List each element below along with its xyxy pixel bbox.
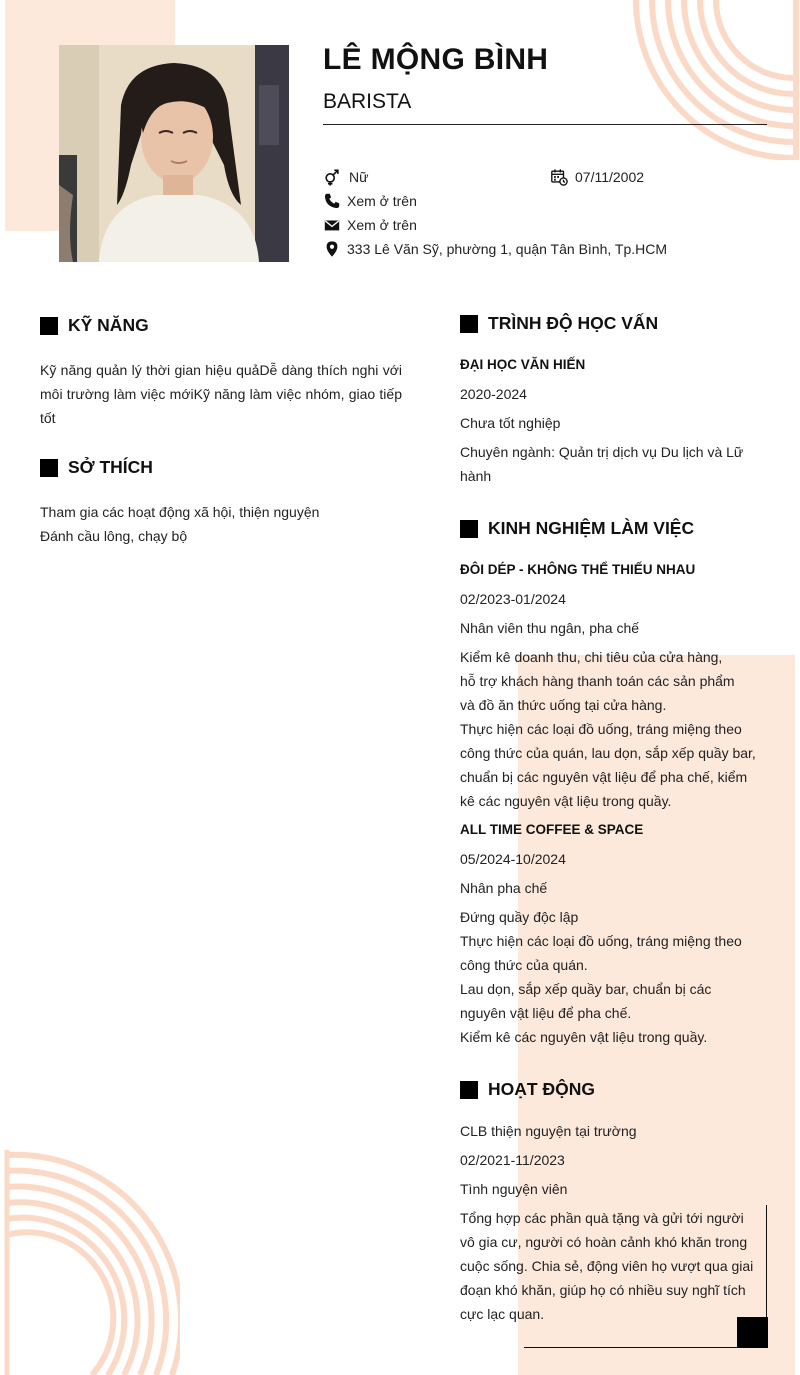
- job-period: 05/2024-10/2024: [460, 851, 566, 867]
- job-description: Đứng quầy độc lập: [460, 909, 579, 925]
- birthdate-value: 07/11/2002: [575, 169, 645, 185]
- job-description: Kiểm kê các nguyên vật liệu trong quầy.: [460, 1029, 708, 1045]
- hobby-item: Tham gia các hoạt động xã hội, thiện nguyện: [40, 504, 320, 520]
- info-gender: [323, 168, 368, 186]
- skills-text: Kỹ năng quản lý thời gian hiệu quảDễ dàng thích nghi với môi trường làm việc mớiKỹ năng làm việc nhóm, giao tiếp tốt: [40, 362, 402, 426]
- activities-heading: [460, 1079, 595, 1100]
- activity-org: CLB thiện nguyện tại trường: [460, 1123, 637, 1139]
- email-value: Xem ở trên: [347, 217, 417, 233]
- phone-icon: [323, 192, 341, 210]
- activities-title: HOẠT ĐỘNG: [488, 1079, 595, 1099]
- education-heading: [460, 313, 658, 334]
- decor-line-horizontal: [524, 1347, 767, 1348]
- gender-value: Nữ: [349, 169, 369, 185]
- profile-photo: [59, 45, 289, 262]
- education-title: TRÌNH ĐỘ HỌC VẤN: [488, 313, 659, 333]
- activity-description: Tổng hợp các phần quà tặng và gửi tới người vô gia cư, người có hoàn cảnh khó khăn trong cuộc sống. Chia sẻ, động viên họ vượt qua giai đoạn khó khăn, giúp họ có nhiều suy nghĩ tích cực lạc quan.: [460, 1210, 754, 1322]
- section-marker: [460, 520, 478, 538]
- phone-value: Xem ở trên: [347, 193, 417, 209]
- activity-role: Tình nguyện viên: [460, 1181, 568, 1197]
- job-description: Kiểm kê doanh thu, chi tiêu của cửa hàng, hỗ trợ khách hàng thanh toán các sản phẩm và đồ ăn thức uống tại cửa hàng.: [460, 649, 735, 713]
- section-marker: [460, 315, 478, 333]
- address-value: 333 Lê Văn Sỹ, phường 1, quận Tân Bình, Tp.HCM: [347, 241, 668, 257]
- experience-heading: [460, 518, 694, 539]
- experience-title: KINH NGHIỆM LÀM VIỆC: [488, 518, 695, 538]
- education-period: 2020-2024: [460, 386, 527, 402]
- job-role: Nhân viên thu ngân, pha chế: [460, 620, 640, 636]
- candidate-name: LÊ MỘNG BÌNH: [323, 43, 549, 76]
- info-phone: [323, 192, 417, 210]
- hobbies-title: SỞ THÍCH: [68, 457, 153, 477]
- job-company: ĐÔI DÉP - KHÔNG THỂ THIẾU NHAU: [460, 562, 696, 577]
- hobbies-list: [40, 500, 410, 548]
- job-description: Lau dọn, sắp xếp quầy bar, chuẩn bị các nguyên vật liệu để pha chế.: [460, 981, 712, 1021]
- skills-heading: [40, 315, 149, 336]
- section-marker: [460, 1081, 478, 1099]
- section-marker: [40, 317, 58, 335]
- gender-icon: [323, 168, 341, 186]
- education-major: Chuyên ngành: Quản trị dịch vụ Du lịch và Lữ hành: [460, 444, 744, 484]
- email-icon: [323, 216, 341, 234]
- info-birthdate: [550, 168, 644, 186]
- header-divider: [323, 124, 767, 125]
- info-address: [323, 240, 667, 258]
- job-description: Thực hiện các loại đồ uống, tráng miệng theo công thức của quán.: [460, 933, 742, 973]
- activity-period: 02/2021-11/2023: [460, 1152, 565, 1168]
- calendar-icon: [550, 168, 568, 186]
- job-title: BARISTA: [323, 90, 412, 113]
- education-status: Chưa tốt nghiệp: [460, 415, 561, 431]
- hobby-item: Đánh cầu lông, chạy bộ: [40, 528, 188, 544]
- education-school: ĐẠI HỌC VĂN HIẾN: [460, 357, 586, 372]
- section-marker: [40, 459, 58, 477]
- job-company: ALL TIME COFFEE & SPACE: [460, 822, 644, 837]
- job-description: Thực hiện các loại đồ uống, tráng miệng theo công thức của quán, lau dọn, sắp xếp quầy bar, chuẩn bị các nguyên vật liệu để pha chế, kiểm kê các nguyên vật liệu trong quầy.: [460, 721, 756, 809]
- skills-title: KỸ NĂNG: [68, 315, 149, 335]
- location-pin-icon: [323, 240, 341, 258]
- job-period: 02/2023-01/2024: [460, 591, 566, 607]
- decor-arcs-top-right: [632, 0, 800, 160]
- info-email: [323, 216, 417, 234]
- decor-arcs-bottom-left: [0, 1150, 180, 1375]
- hobbies-heading: [40, 457, 153, 478]
- job-role: Nhân pha chế: [460, 880, 548, 896]
- job-description-list: [460, 905, 760, 1049]
